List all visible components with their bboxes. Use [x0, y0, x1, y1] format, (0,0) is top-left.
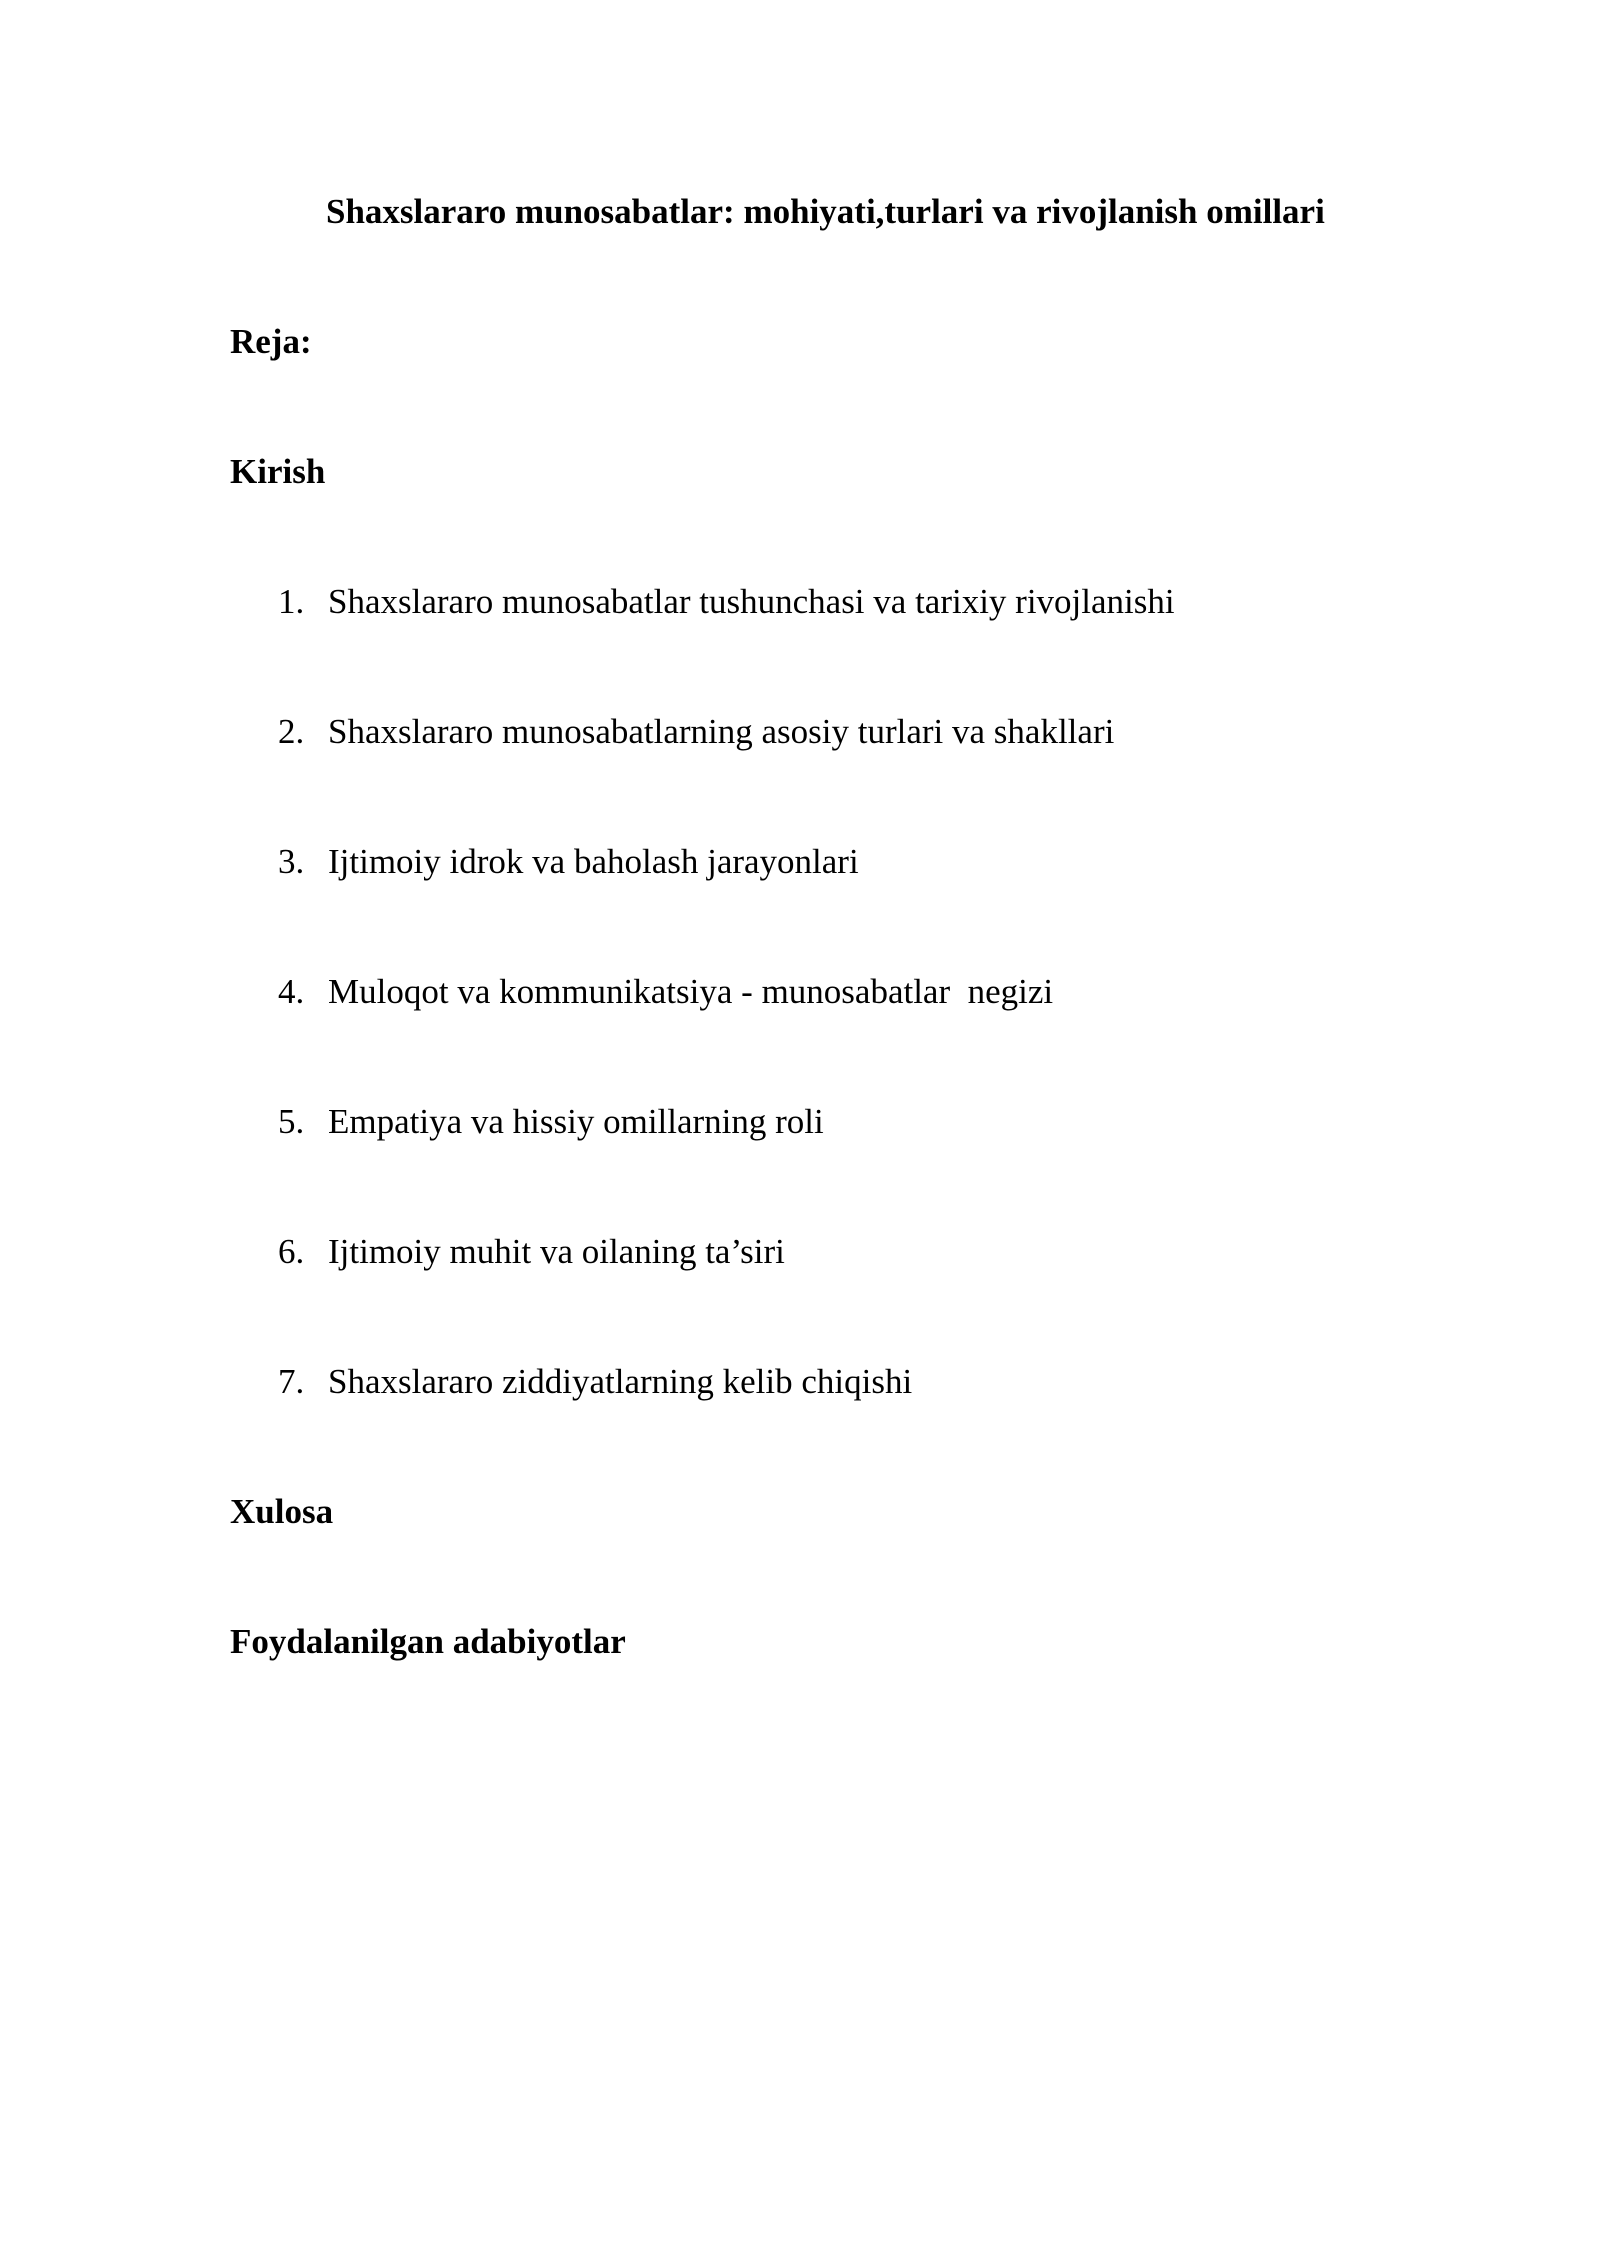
conclusion-heading: Xulosa — [230, 1492, 334, 1531]
plan-item-text: Shaxslararo munosabatlar tushunchasi va tarixiy rivojlanishi — [328, 582, 1175, 621]
plan-item-text: Ijtimoiy muhit va oilaning ta’siri — [328, 1232, 785, 1271]
plan-item-number: 3. — [278, 842, 305, 881]
plan-item-text: Ijtimoiy idrok va baholash jarayonlari — [328, 842, 859, 881]
plan-item-number: 4. — [278, 972, 305, 1011]
plan-item-number: 7. — [278, 1362, 305, 1401]
plan-list-item — [278, 972, 1053, 1012]
intro-heading: Kirish — [230, 452, 326, 491]
plan-item-number: 5. — [278, 1102, 305, 1141]
plan-item-text: Muloqot va kommunikatsiya - munosabatlar negizi — [328, 972, 1054, 1011]
plan-list-item — [278, 582, 1175, 622]
plan-item-number: 6. — [278, 1232, 305, 1271]
document-title: Shaxslararo munosabatlar: mohiyati,turlari va rivojlanish omillari — [326, 192, 1325, 231]
plan-item-number: 2. — [278, 712, 305, 751]
plan-item-text: Shaxslararo ziddiyatlarning kelib chiqishi — [328, 1362, 913, 1401]
plan-heading: Reja: — [230, 322, 312, 361]
plan-list-item — [278, 1362, 912, 1402]
plan-item-text: Shaxslararo munosabatlarning asosiy turlari va shakllari — [328, 712, 1115, 751]
references-heading: Foydalanilgan adabiyotlar — [230, 1622, 626, 1661]
plan-list-item — [278, 1232, 785, 1272]
plan-list-item — [278, 1102, 824, 1142]
plan-list-item — [278, 842, 859, 882]
plan-item-text: Empatiya va hissiy omillarning roli — [328, 1102, 824, 1141]
plan-list-item — [278, 712, 1114, 752]
plan-item-number: 1. — [278, 582, 305, 621]
